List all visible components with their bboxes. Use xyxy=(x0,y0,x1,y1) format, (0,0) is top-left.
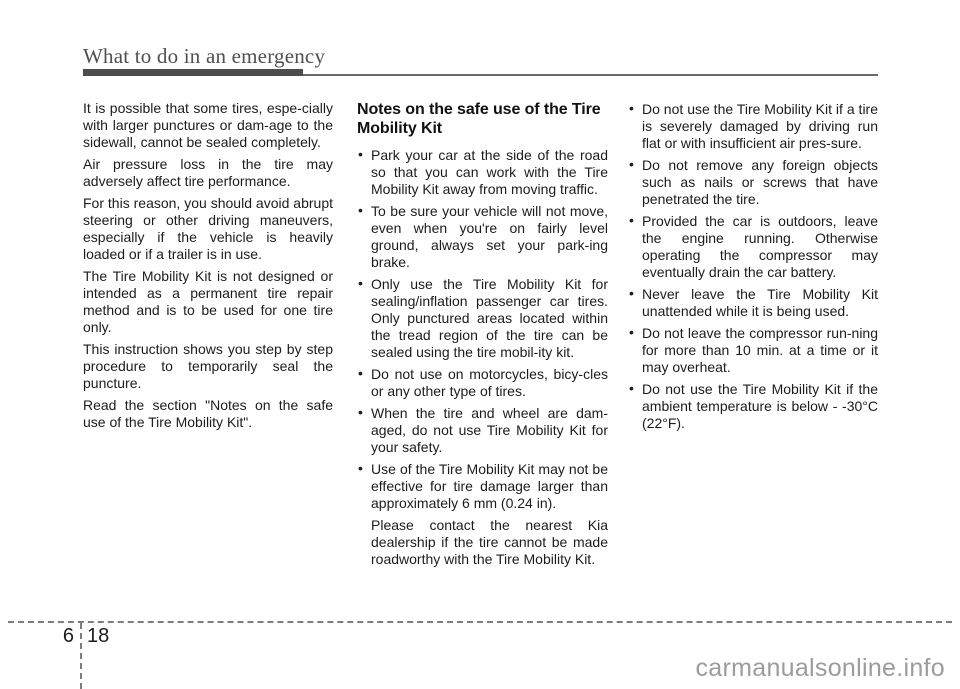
bullet-icon: • xyxy=(629,324,634,340)
bullet-item xyxy=(628,157,878,208)
bullet-item xyxy=(357,366,608,400)
bullet-text: Do not use on motorcycles, bicy-cles or any other type of tires. xyxy=(371,366,608,399)
bullet-text: Do not use the Tire Mobility Kit if the ambient temperature is below - -30°C (22°F). xyxy=(642,381,878,431)
page-number: 18 xyxy=(87,625,110,647)
section-heading: Notes on the safe use of the Tire Mobility Kit xyxy=(357,101,601,137)
bullet-icon: • xyxy=(358,404,363,420)
bullet-item xyxy=(628,213,878,281)
bullet-text: Do not remove any foreign objects such as nails or screws that have penetrated the tire. xyxy=(642,157,878,207)
bullet-text: Do not leave the compressor run-ning for more than 10 min. at a time or it may overheat. xyxy=(642,325,878,375)
paragraph: This instruction shows you step by step procedure to temporarily seal the puncture. xyxy=(83,341,333,391)
bullet-icon: • xyxy=(629,212,634,228)
bullet-item xyxy=(357,147,608,198)
bullet-text: Only use the Tire Mobility Kit for sealing/inflation passenger car tires. Only punctured areas located within the tread region of the tire can be sealed using the tire mobil-ity kit. xyxy=(371,276,608,360)
bullet-item xyxy=(357,405,608,456)
column-right xyxy=(628,101,878,437)
bullet-icon: • xyxy=(629,380,634,396)
title-rule xyxy=(303,74,878,76)
bullet-item xyxy=(628,325,878,376)
paragraph: Read the section "Notes on the safe use of the Tire Mobility Kit". xyxy=(83,397,333,430)
bullet-text: Provided the car is outdoors, leave the engine running. Otherwise operating the compressor may eventually drain the car battery. xyxy=(642,213,878,280)
bullet-icon: • xyxy=(358,146,363,162)
bullet-icon: • xyxy=(358,202,363,218)
bullet-icon: • xyxy=(358,275,363,291)
bullet-icon: • xyxy=(629,156,634,172)
paragraph: It is possible that some tires, espe-cially with larger punctures or dam-age to the sidewall, cannot be sealed completely. xyxy=(83,100,333,150)
chapter-number: 6 xyxy=(62,625,74,647)
title-underline-bar xyxy=(83,69,303,76)
bullet-item xyxy=(628,381,878,432)
bullet-item xyxy=(357,461,608,512)
bullet-item xyxy=(357,276,608,361)
bullet-item xyxy=(357,203,608,271)
column-middle xyxy=(357,100,608,573)
bullet-text: Do not use the Tire Mobility Kit if a tire is severely damaged by driving run flat or with insufficient air pres-sure. xyxy=(642,101,878,151)
bullet-text: When the tire and wheel are dam-aged, do not use Tire Mobility Kit for your safety. xyxy=(371,405,608,455)
bullet-text: To be sure your vehicle will not move, even when you're on fairly level ground, always set your park-ing brake. xyxy=(371,203,608,270)
bullet-text: Use of the Tire Mobility Kit may not be effective for tire damage larger than approximately 6 mm (0.24 in). xyxy=(371,461,608,511)
bullet-icon: • xyxy=(358,365,363,381)
paragraph: Air pressure loss in the tire may adversely affect tire performance. xyxy=(83,156,333,189)
bullet-item xyxy=(628,286,878,320)
page-title: What to do in an emergency xyxy=(83,44,326,68)
note-paragraph: Please contact the nearest Kia dealership if the tire cannot be made roadworthy with the Tire Mobility Kit. xyxy=(371,517,608,567)
bullet-icon: • xyxy=(629,285,634,301)
column-left xyxy=(83,100,333,436)
watermark-text: carmanualsonline.info xyxy=(695,654,945,682)
paragraph: For this reason, you should avoid abrupt steering or other driving maneuvers, especially if the vehicle is heavily loaded or if a trailer is in use. xyxy=(83,195,333,262)
bullet-icon: • xyxy=(358,460,363,476)
bullet-item xyxy=(628,101,878,152)
footer-vertical-divider xyxy=(80,623,82,689)
bullet-text: Park your car at the side of the road so that you can work with the Tire Mobility Kit away from moving traffic. xyxy=(371,147,608,197)
footer-divider xyxy=(8,621,952,623)
bullet-icon: • xyxy=(629,100,634,116)
paragraph: The Tire Mobility Kit is not designed or intended as a permanent tire repair method and is to be used for one tire only. xyxy=(83,268,333,335)
bullet-text: Never leave the Tire Mobility Kit unattended while it is being used. xyxy=(642,286,878,319)
